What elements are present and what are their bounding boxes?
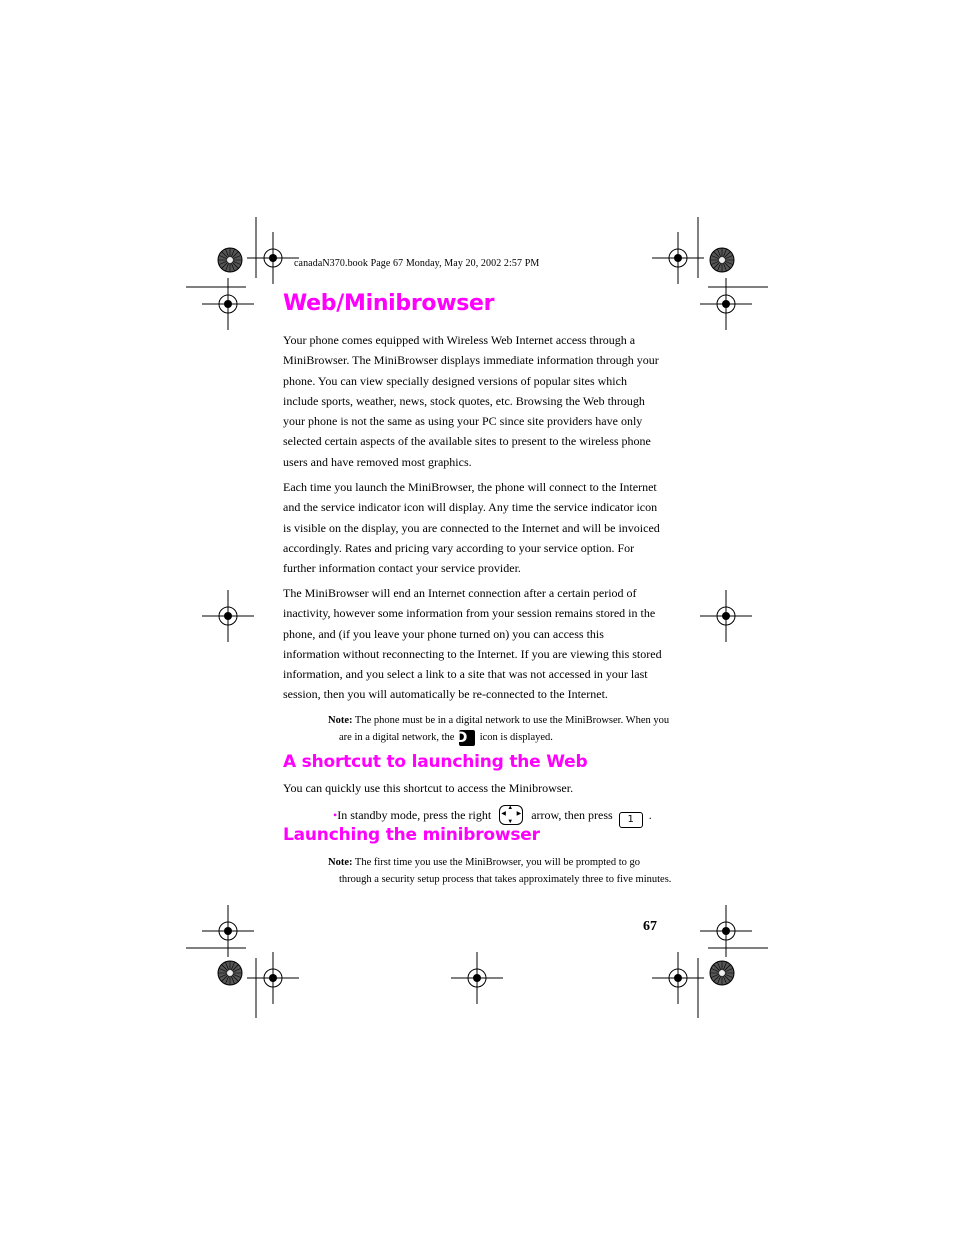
note-text-end: icon is displayed. (477, 732, 553, 743)
nav-key-icon: ▲ ◀ ▶ ▼ (499, 805, 523, 825)
launching-heading: Launching the minibrowser (283, 825, 540, 845)
shortcut-intro: You can quickly use this shortcut to access the Minibrowser. (283, 781, 574, 795)
note-text-2: The first time you use the MiniBrowser, you will be prompted to go through a security setup process that takes approximately three to five minutes. (339, 857, 672, 885)
note-text: The phone must be in a digital network to use the MiniBrowser. When you are in a digital network, the (339, 715, 670, 743)
bullet-marker: • (333, 808, 338, 822)
book-header: canadaN370.book Page 67 Monday, May 20, 2002 2:57 PM (294, 258, 540, 269)
security-setup-note (328, 854, 674, 888)
intro-paragraph: Your phone comes equipped with Wireless Web Internet access through a MiniBrowser. The MiniBrowser displays immediate information through your phone. You can view specially designed versions of popular sites which include sports, weather, news, stock quotes, etc. Browsing the Web through your phone is not the same as using your PC since site providers have only selected certain aspects of the available sites to present to the wireless phone users and have removed most graphics. (283, 333, 659, 469)
shortcut-heading: A shortcut to launching the Web (283, 752, 588, 772)
note-label: Note: (328, 715, 353, 726)
note-label-2: Note: (328, 857, 353, 868)
page-number: 67 (643, 919, 657, 934)
key-1-icon: 1 (619, 812, 643, 828)
page-title: Web/Minibrowser (283, 291, 495, 316)
session-paragraph: The MiniBrowser will end an Internet connection after a certain period of inactivity, however some information from your session remains stored in the phone, and (if you leave your phone turned on) you can access this information without reconnecting to the Internet. If you are viewing this stored information, and you select a link to a site that was not accessed in your last session, then you will automatically be re-connected to the Internet. (283, 586, 662, 702)
bullet-text: In standby mode, press the right (337, 808, 492, 822)
digital-network-icon: D (459, 730, 475, 746)
bullet-end: . (648, 808, 652, 822)
bullet-text-middle: arrow, then press (531, 808, 613, 822)
digital-network-note (328, 712, 674, 746)
connection-paragraph: Each time you launch the MiniBrowser, the phone will connect to the Internet and the service indicator icon will display. Any time the service indicator icon is visible on the display, you are connected to the Internet and will be invoiced accordingly. Rates and pricing vary according to your service option. For further information contact your service provider. (283, 480, 660, 576)
